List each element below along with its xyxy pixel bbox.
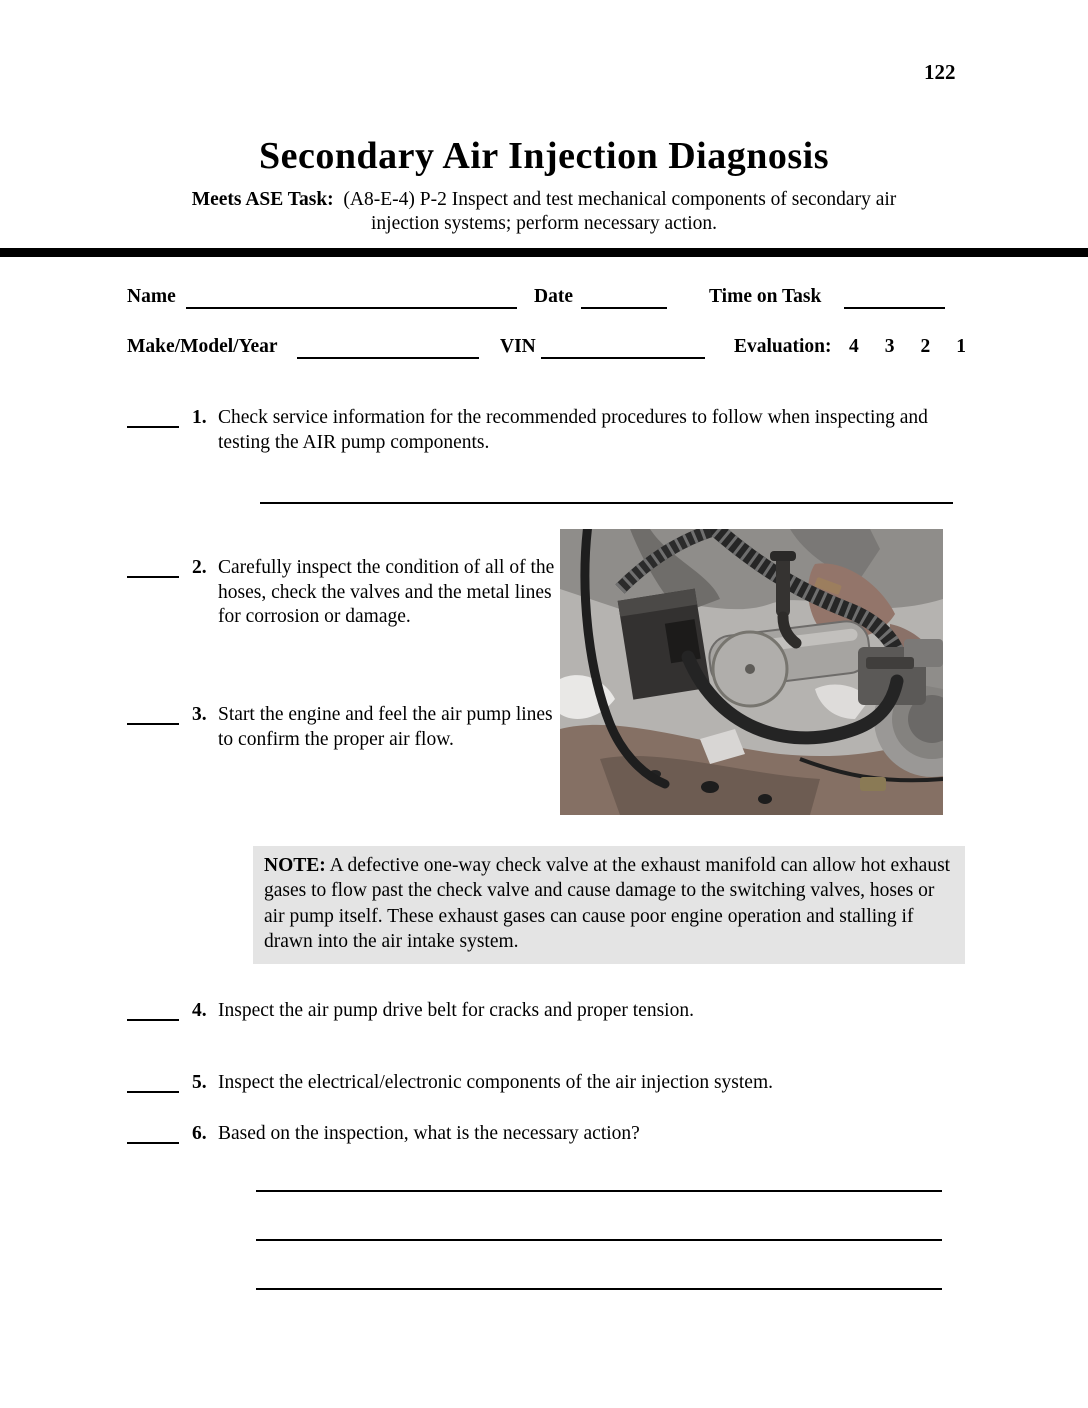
task-6-score-blank xyxy=(127,1122,179,1144)
task-6-answer-line-3 xyxy=(256,1288,942,1290)
note-label: NOTE: xyxy=(264,855,326,876)
evaluation-scale xyxy=(849,336,966,358)
evaluation-label: Evaluation: xyxy=(734,336,832,357)
header-divider-rule xyxy=(0,248,1088,257)
task-6-answer-line-1 xyxy=(256,1190,942,1192)
task-item-6 xyxy=(127,1122,963,1147)
note-box xyxy=(253,846,965,964)
task-5-number: 5. xyxy=(192,1072,207,1093)
task-3-number: 3. xyxy=(192,704,207,725)
task-3-text: Start the engine and feel the air pump lines to confirm the proper air flow. xyxy=(218,704,553,750)
time-on-task-blank-line xyxy=(844,306,945,309)
note-text: A defective one-way check valve at the exhaust manifold can allow hot exhaust gases to flow past the check valve and cause damage to the switching valves, hoses or air pump itself. These exhaust gases can cause poor engine operation and stalling if drawn into the air intake system. xyxy=(264,855,951,953)
date-label: Date xyxy=(534,286,573,307)
name-label: Name xyxy=(127,286,176,307)
evaluation-value-2: 2 xyxy=(920,336,931,357)
task-6-number: 6. xyxy=(192,1123,207,1144)
task-4-text: Inspect the air pump drive belt for cracks and proper tension. xyxy=(218,1000,694,1021)
task-4-score-blank xyxy=(127,999,179,1021)
evaluation-value-1: 1 xyxy=(956,336,966,357)
task-1-answer-line xyxy=(260,502,953,504)
engine-bay-photo xyxy=(560,529,943,815)
task-6-text: Based on the inspection, what is the necessary action? xyxy=(218,1123,640,1144)
time-on-task-label: Time on Task xyxy=(709,286,822,307)
task-5-text: Inspect the electrical/electronic components of the air injection system. xyxy=(218,1072,773,1093)
task-1-text: Check service information for the recommended procedures to follow when inspecting and testing the AIR pump components. xyxy=(218,407,928,453)
evaluation-value-4: 4 xyxy=(849,336,859,357)
ase-task-line1 xyxy=(0,188,1088,212)
task-6-answer-line-2 xyxy=(256,1239,942,1241)
make-model-year-label: Make/Model/Year xyxy=(127,336,278,357)
task-2-text: Carefully inspect the condition of all of the hoses, check the valves and the metal lines for corrosion or damage. xyxy=(218,557,555,628)
task-5-score-blank xyxy=(127,1071,179,1093)
task-3-score-blank xyxy=(127,703,179,725)
make-model-year-blank-line xyxy=(297,356,479,359)
page-title: Secondary Air Injection Diagnosis xyxy=(258,135,829,177)
task-item-4 xyxy=(127,999,963,1024)
task-4-number: 4. xyxy=(192,1000,207,1021)
task-2-number: 2. xyxy=(192,557,207,578)
task-item-1 xyxy=(127,406,963,455)
ase-task-label: Meets ASE Task: xyxy=(191,189,334,210)
ase-task-statement xyxy=(0,188,1088,236)
date-blank-line xyxy=(581,306,667,309)
engine-photo-illustration xyxy=(560,529,943,815)
ase-task-line2: injection systems; perform necessary action. xyxy=(370,212,718,234)
page-number: 122 xyxy=(924,60,956,84)
task-1-number: 1. xyxy=(192,407,207,428)
evaluation-value-3: 3 xyxy=(884,336,895,357)
vin-blank-line xyxy=(541,356,705,359)
name-blank-line xyxy=(186,306,517,309)
task-item-5 xyxy=(127,1071,963,1096)
ase-task-text1: (A8-E-4) P-2 Inspect and test mechanical components of secondary air xyxy=(343,189,897,210)
vin-label: VIN xyxy=(500,336,536,357)
task-2-score-blank xyxy=(127,556,179,578)
task-1-score-blank xyxy=(127,406,179,428)
